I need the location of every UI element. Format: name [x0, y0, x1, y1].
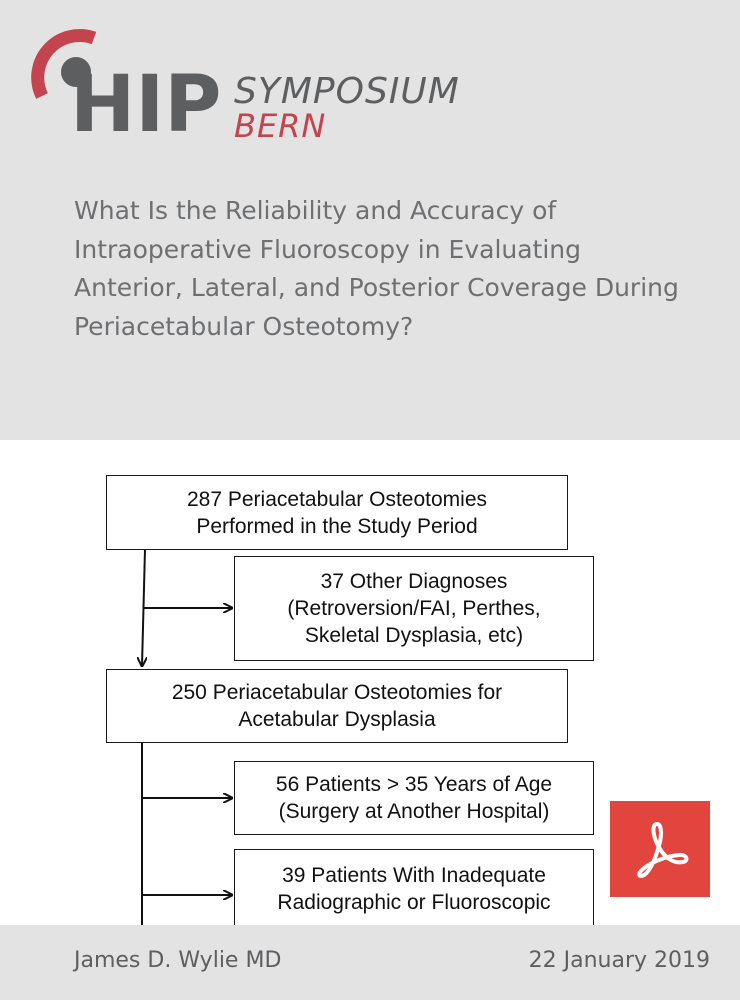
- pdf-download-button[interactable]: [610, 801, 710, 897]
- box-line: Acetabular Dysplasia: [238, 708, 436, 731]
- hip-symposium-logo[interactable]: [22, 28, 482, 153]
- publication-date: 22 January 2019: [528, 948, 710, 973]
- box-line: Skeletal Dysplasia, etc): [304, 624, 524, 647]
- box-line: 39 Patients With Inadequate: [282, 864, 546, 887]
- box-line: 56 Patients > 35 Years of Age: [275, 773, 553, 796]
- box-line: 287 Periacetabular Osteotomies: [187, 487, 487, 511]
- box-line: 250 Periacetabular Osteotomies for: [171, 681, 503, 704]
- box-line: (Retroversion/FAI, Perthes,: [287, 597, 541, 620]
- author-name: James D. Wylie MD: [74, 948, 282, 973]
- box-line: (Surgery at Another Hospital): [278, 800, 550, 823]
- box-line: 37 Other Diagnoses: [320, 570, 508, 593]
- pdf-icon: [629, 818, 691, 880]
- article-title: What Is the Reliability and Accuracy of Intraoperative Fluoroscopy in Evaluating Anterior, Lateral, and Posterior Coverage During Periacetabular Osteotomy?: [74, 196, 679, 341]
- box-line: Performed in the Study Period: [196, 514, 478, 538]
- flowchart-box-inadequate-imaging: [234, 849, 594, 925]
- footer: [0, 925, 740, 1000]
- logo-hip-text: HIP: [70, 60, 222, 150]
- flowchart-box-other-diagnoses: [234, 556, 594, 661]
- flowchart-box-age-exclusion: [234, 761, 594, 835]
- box-line: Radiographic or Fluoroscopic: [277, 891, 551, 914]
- logo-symposium-text: SYMPOSIUM: [234, 71, 460, 112]
- header: [0, 0, 740, 440]
- flowchart-box-dysplasia: [106, 669, 568, 743]
- flowchart-box-total: [106, 475, 568, 550]
- logo-bern-text: BERN: [234, 107, 327, 145]
